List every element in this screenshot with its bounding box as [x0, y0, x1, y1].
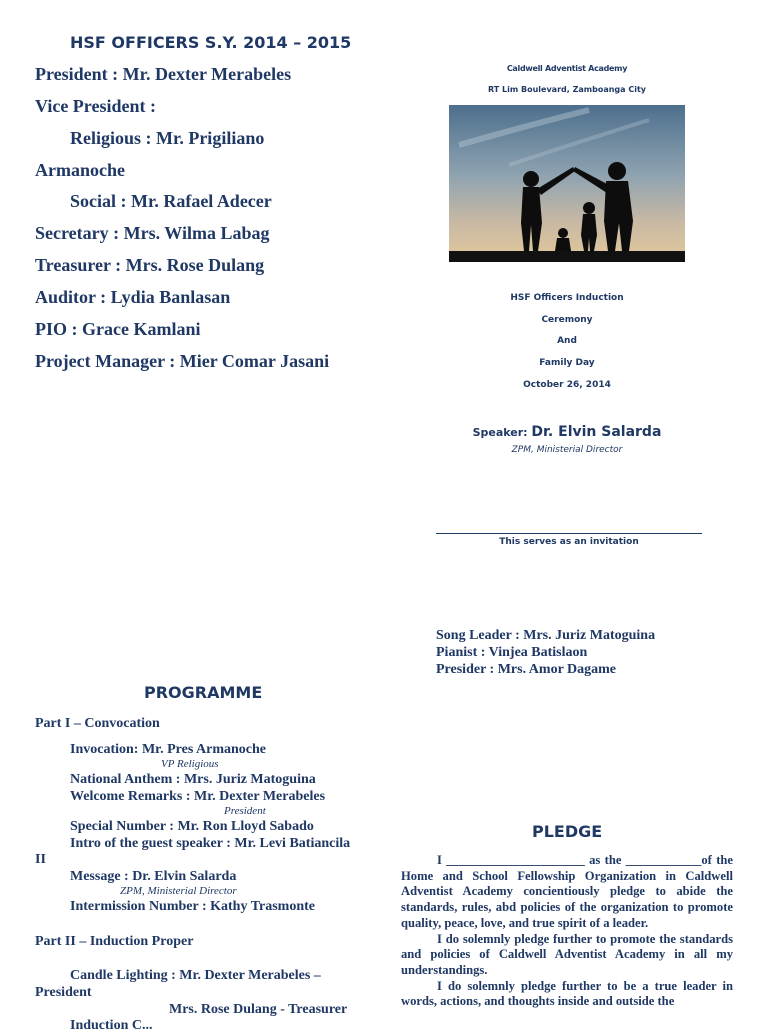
pledge-heading: PLEDGE — [532, 822, 603, 841]
programme-candle: Candle Lighting : Mr. Dexter Merabeles – — [70, 968, 321, 983]
programme-message: Message : Dr. Elvin Salarda — [70, 869, 237, 884]
pledge-paragraph-2: I do solemnly pledge further to promote the standards and policies of Caldwell Adventist Academy in all my understandings. — [401, 931, 733, 977]
officer-vice-president: Vice President : — [35, 96, 156, 116]
event-line-1: HSF Officers Induction — [510, 293, 624, 303]
programme-intro: Intro of the guest speaker : Mr. Levi Batiancila — [70, 836, 351, 851]
officer-president: President : Mr. Dexter Merabeles — [35, 64, 292, 84]
programme-part2: Part II – Induction Proper — [35, 934, 194, 949]
officer-auditor: Auditor : Lydia Banlasan — [35, 287, 231, 307]
programme-invocation: Invocation: Mr. Pres Armanoche — [70, 742, 266, 757]
officer-vp-religious: Religious : Mr. Prigiliano — [70, 128, 265, 148]
programme-anthem: National Anthem : Mrs. Juriz Matoguina — [70, 772, 316, 787]
programme-heading: PROGRAMME — [144, 683, 263, 702]
officer-project-manager: Project Manager : Mier Comar Jasani — [35, 351, 330, 371]
programme-special: Special Number : Mr. Ron Lloyd Sabado — [70, 819, 314, 834]
programme-part1: Part I – Convocation — [35, 716, 160, 731]
event-line-2: Ceremony — [541, 315, 593, 325]
speaker-label: Speaker: — [472, 426, 528, 439]
pledge-text — [401, 853, 733, 1010]
signature-line — [436, 533, 702, 534]
pianist: Pianist : Vinjea Batislaon — [436, 645, 588, 660]
officer-secretary: Secretary : Mrs. Wilma Labag — [35, 223, 270, 243]
song-leader: Song Leader : Mrs. Juriz Matoguina — [436, 628, 656, 643]
programme-message-sub: ZPM, Ministerial Director — [120, 885, 237, 897]
speaker-line — [430, 424, 704, 440]
event-line-3: And — [557, 336, 577, 346]
speaker-name: Dr. Elvin Salarda — [531, 424, 662, 440]
programme-intermission: Intermission Number : Kathy Trasmonte — [70, 899, 315, 914]
family-silhouette-photo — [449, 105, 685, 262]
event-date: October 26, 2014 — [523, 380, 611, 390]
school-name: Caldwell Adventist Academy — [506, 64, 628, 73]
pledge-paragraph-3: I do solemnly pledge further to be a true leader in words, actions, and thoughts inside and outside the — [401, 978, 733, 1009]
speaker-title: ZPM, Ministerial Director — [511, 445, 623, 455]
programme-welcome: Welcome Remarks : Mr. Dexter Merabeles — [70, 789, 326, 804]
presider: Presider : Mrs. Amor Dagame — [436, 662, 617, 677]
programme-invocation-sub: VP Religious — [161, 758, 219, 770]
programme-candle-2: Mrs. Rose Dulang - Treasurer — [169, 1002, 348, 1017]
invitation-note: This serves as an invitation — [499, 537, 639, 547]
programme-candle-cont: President — [35, 985, 92, 1000]
school-address: RT Lim Boulevard, Zamboanga City — [488, 85, 646, 94]
officer-vp-religious-cont: Armanoche — [35, 160, 125, 180]
event-line-4: Family Day — [539, 358, 595, 368]
programme-welcome-sub: President — [224, 805, 266, 817]
programme-cutoff: Induction C... — [70, 1018, 153, 1033]
officer-treasurer: Treasurer : Mrs. Rose Dulang — [35, 255, 265, 275]
officer-vp-social: Social : Mr. Rafael Adecer — [70, 191, 272, 211]
programme-intro-cont: II — [35, 852, 46, 867]
officer-pio: PIO : Grace Kamlani — [35, 319, 201, 339]
officers-heading: HSF OFFICERS S.Y. 2014 – 2015 — [70, 33, 352, 52]
pledge-paragraph-1: I ______________________ as the ____________of the Home and School Fellowship Organization in Caldwell Adventist Academy concientiously pledge to abide the standards, rules, abd policies of the organization to promote quality, peace, love, and true spirit of a leader. — [401, 853, 733, 930]
